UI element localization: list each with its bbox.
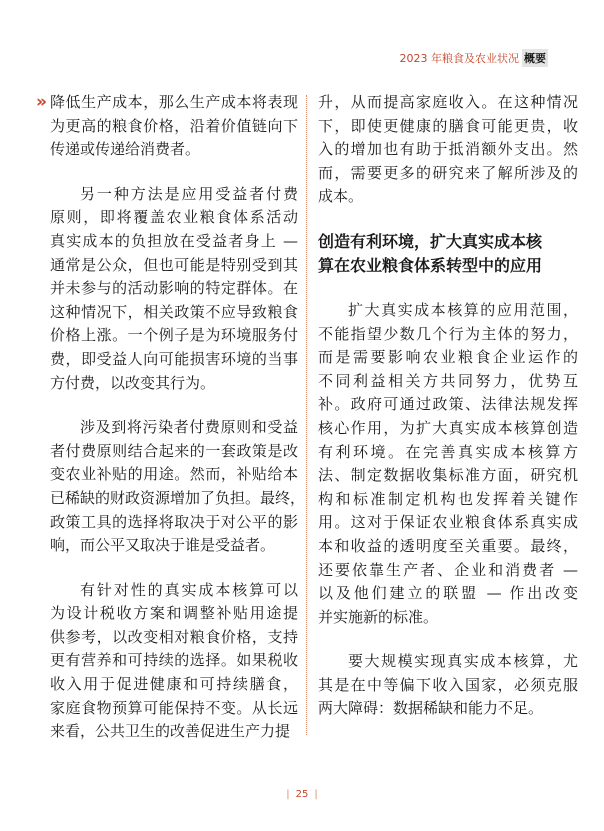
paragraph [50,91,298,162]
text-line: 构和标准制定机构也发挥着关键作 [318,489,578,508]
text-line: 有针对性的真实成本核算可以 [80,580,298,599]
right-column [318,91,578,742]
continuation-marker-icon: » [36,92,47,112]
text-line: 家庭食物预算可能保持不变。从长远 [50,698,298,717]
text-line: 两大障碍：数据稀缺和能力不足。 [318,699,544,718]
page-footer [0,789,604,800]
paragraph [50,579,298,744]
paragraph [318,650,578,721]
section-heading [318,230,578,278]
section-label: 概要 [522,49,548,67]
text-line: 还要依靠生产者、企业和消费者 — [318,560,578,579]
text-line: 变农业补贴的用途。然而，补贴给本 [50,465,298,484]
paragraph [50,183,298,395]
text-line: 另一种方法是应用受益者付费 [80,184,298,203]
text-line: 补。政府可通过政策、法律法规发挥 [318,395,578,414]
paragraph [50,416,306,558]
text-line: 不同利益相关方共同努力，优势互 [318,371,578,390]
text-line: 法、制定数据收集标准方面，研究机 [318,466,578,485]
heading-line: 算在农业粮食体系转型中的应用 [318,255,543,275]
text-line: 供参考，以改变相对粮食价格，支持 [50,627,298,646]
paragraph [318,299,578,629]
text-line: 已稀缺的财政资源增加了负担。最终， [50,488,306,507]
text-line: 更有营养和可持续的选择。如果税收 [50,651,298,670]
text-line: 入的增加也有助于抵消额外支出。然 [318,140,578,159]
text-line: 响，而公平又取决于谁是受益者。 [50,536,276,555]
text-line: 有利环境。在完善真实成本核算方 [318,442,578,461]
text-line: 涉及到将污染者付费原则和受益 [80,418,298,437]
text-line: 者付费原则结合起来的一套政策是改 [50,441,298,460]
paragraph [318,91,578,209]
text-line: 并未参与的活动影响的特定群体。在 [50,279,298,298]
text-line: 方付费，以改变其行为。 [50,373,216,392]
column-divider [306,95,307,735]
text-line: 为更高的粮食价格，沿着价值链向下 [50,116,298,135]
text-line: 扩大真实成本核算的应用范围， [348,300,578,319]
page-number: 25 [295,789,309,800]
text-line: 真实成本的负担放在受益者身上 — [50,231,298,250]
text-line: 本和收益的透明度至关重要。最终， [318,536,578,555]
running-header [400,49,549,67]
text-line: 不能指望少数几个行为主体的努力， [318,324,578,343]
text-line: 降低生产成本，那么生产成本将表现 [50,93,298,111]
text-line: 为设计税收方案和调整补贴用途提 [50,604,298,623]
text-line: 并实施新的标准。 [318,607,439,626]
report-title: 2023 年粮食及农业状况 [399,52,519,65]
text-line: 传递或传递给消费者。 [50,140,201,159]
text-line: 费，即受益人向可能损害环境的当事 [50,349,298,368]
left-column [50,91,306,765]
text-line: 原则，即将覆盖农业粮食体系活动 [50,208,298,227]
text-line: 下，即使更健康的膳食可能更贵，收 [318,116,578,135]
text-line: 而是需要影响农业粮食企业运作的 [318,348,578,367]
text-line: 要大规模实现真实成本核算，尤 [348,652,578,671]
text-line: 来看，公共卫生的改善促进生产力提 [50,722,291,741]
footer-bar-right: | [314,789,318,800]
text-line: 政策工具的选择将取决于对公平的影 [50,512,298,531]
text-line: 用。这对于保证农业粮食体系真实成 [318,513,578,532]
text-line: 成本。 [318,187,364,206]
heading-line: 创造有利环境，扩大真实成本核 [318,231,543,251]
text-line: 升，从而提高家庭收入。在这种情况 [318,93,578,111]
text-line: 以及他们建立的联盟 — 作出改变 [318,584,578,603]
text-line: 其是在中等偏下收入国家，必须克服 [318,675,578,694]
text-line: 核心作用，为扩大真实成本核算创造 [318,418,578,437]
text-line: 通常是公众，但也可能是特别受到其 [50,255,298,274]
footer-bar-left: | [286,789,290,800]
text-line: 价格上涨。一个例子是为环境服务付 [50,326,298,345]
text-line: 这种情况下，相关政策不应导致粮食 [50,302,298,321]
text-line: 而，需要更多的研究来了解所涉及的 [318,163,578,182]
text-line: 收入用于促进健康和可持续膳食， [50,675,298,694]
